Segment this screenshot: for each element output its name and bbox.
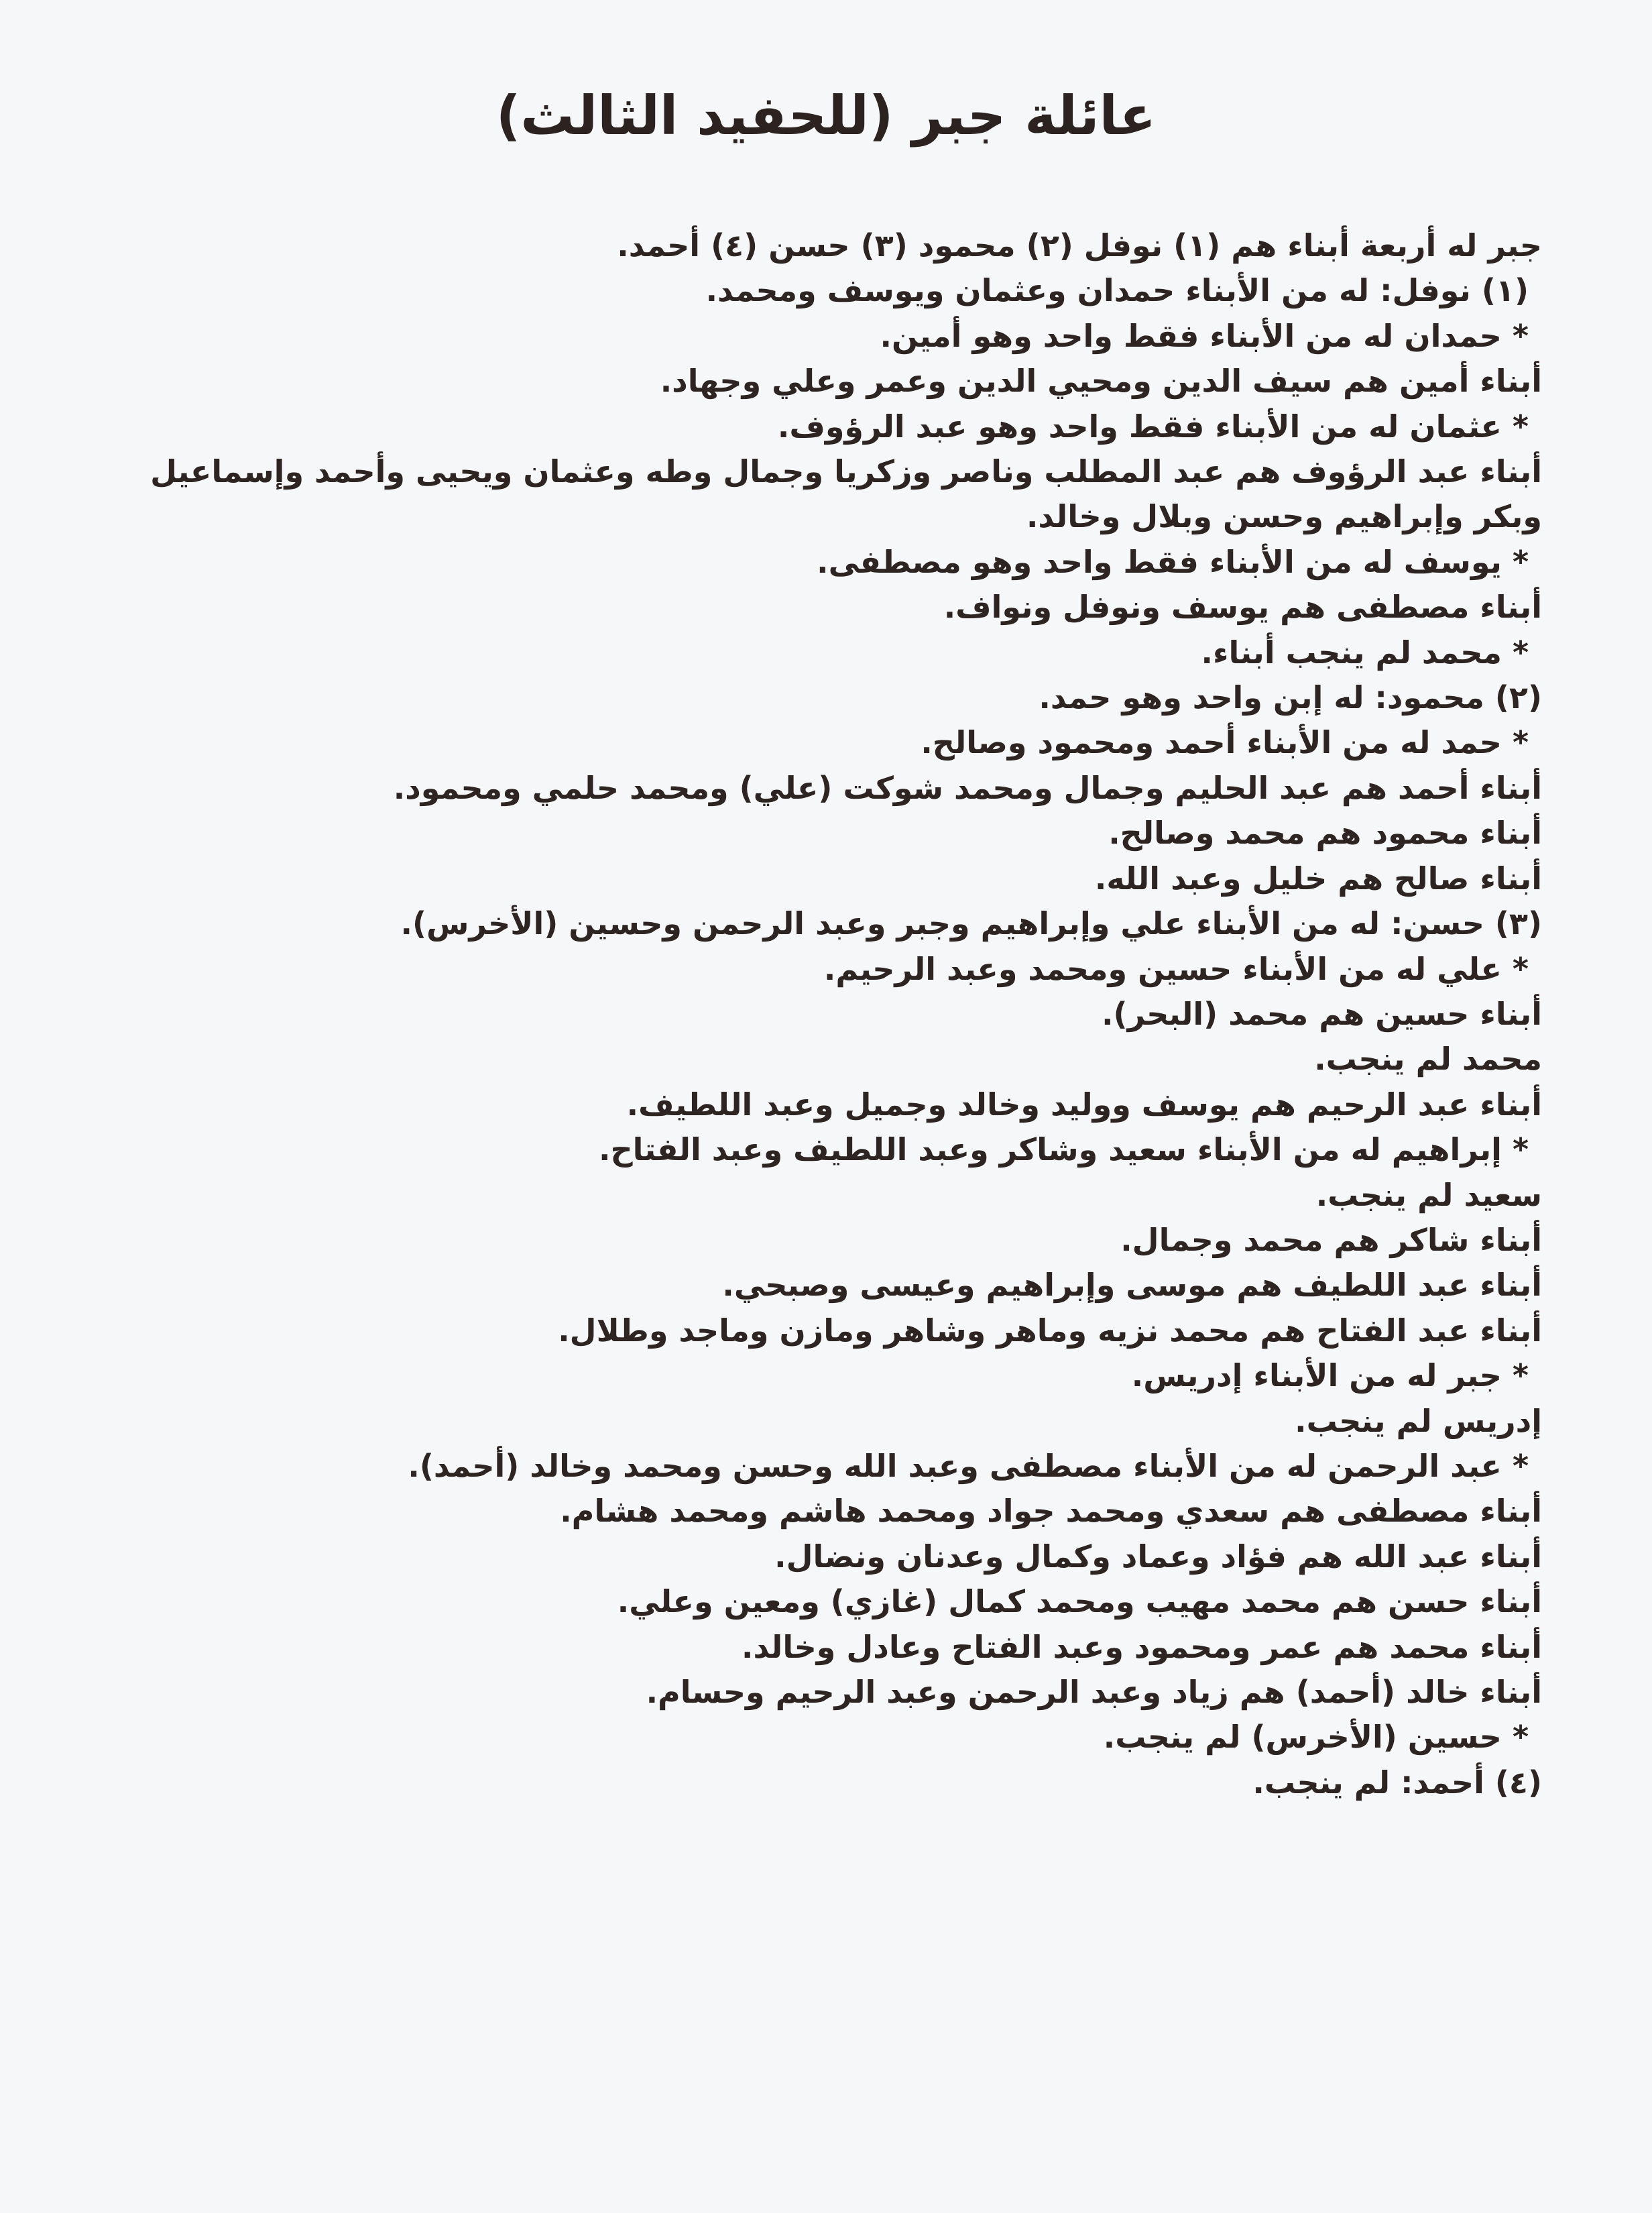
text-line: (١) نوفل: له من الأبناء حمدان وعثمان ويوسف ومحمد. — [705, 272, 1529, 309]
text-line: (٤) أحمد: لم ينجب. — [1252, 1764, 1542, 1801]
text-line: (٢) محمود: له إبن واحد وهو حمد. — [1039, 679, 1542, 716]
text-line: أبناء عبد الفتاح هم محمد نزيه وماهر وشاهر ومازن وماجد وطلال. — [558, 1312, 1542, 1349]
text-line: * حمدان له من الأبناء فقط واحد وهو أمين. — [880, 317, 1529, 354]
text-line: أبناء محمود هم محمد وصالح. — [1108, 815, 1542, 852]
text-line: * عثمان له من الأبناء فقط واحد وهو عبد الرؤوف. — [777, 408, 1529, 445]
text-line: * حمد له من الأبناء أحمد ومحمود وصالح. — [921, 724, 1529, 761]
text-line: أبناء عبد الله هم فؤاد وعماد وكمال وعدنان ونضال. — [774, 1538, 1542, 1575]
text-line: أبناء عبد الرحيم هم يوسف ووليد وخالد وجميل وعبد اللطيف. — [626, 1086, 1542, 1123]
text-line: أبناء أحمد هم عبد الحليم وجمال ومحمد شوكت (علي) ومحمد حلمي ومحمود. — [393, 769, 1542, 806]
text-line: (٣) حسن: له من الأبناء علي وإبراهيم وجبر وعبد الرحمن وحسين (الأخرس). — [400, 905, 1542, 942]
text-line: * محمد لم ينجب أبناء. — [1201, 634, 1529, 671]
text-line: أبناء حسن هم محمد مهيب ومحمد كمال (غازي) ومعين وعلي. — [617, 1583, 1542, 1620]
text-line: وبكر وإبراهيم وحسن وبلال وخالد. — [1026, 498, 1542, 535]
text-line: أبناء محمد هم عمر ومحمود وعبد الفتاح وعادل وخالد. — [742, 1628, 1542, 1665]
text-line: أبناء عبد اللطيف هم موسى وإبراهيم وعيسى وصبحي. — [722, 1267, 1542, 1304]
text-line: أبناء خالد (أحمد) هم زياد وعبد الرحمن وعبد الرحيم وحسام. — [646, 1674, 1542, 1710]
text-line: أبناء أمين هم سيف الدين ومحيي الدين وعمر وعلي وجهاد. — [660, 363, 1542, 400]
text-line: أبناء حسين هم محمد (البحر). — [1102, 995, 1542, 1032]
document-title: عائلة جبر (للحفيد الثالث) — [495, 84, 1157, 147]
text-line: * علي له من الأبناء حسين ومحمد وعبد الرحيم. — [823, 950, 1529, 987]
text-line: سعيد لم ينجب. — [1315, 1176, 1542, 1213]
text-line: أبناء صالح هم خليل وعبد الله. — [1094, 860, 1542, 897]
text-line: * إبراهيم له من الأبناء سعيد وشاكر وعبد اللطيف وعبد الفتاح. — [598, 1131, 1529, 1168]
text-line: أبناء مصطفى هم يوسف ونوفل ونواف. — [943, 589, 1542, 626]
text-line: جبر له أربعة أبناء هم (١) نوفل (٢) محمود (٣) حسن (٤) أحمد. — [617, 227, 1542, 264]
text-line: أبناء عبد الرؤوف هم عبد المطلب وناصر وزكريا وجمال وطه وعثمان ويحيى وأحمد وإسماعيل — [150, 453, 1542, 490]
text-line: إدريس لم ينجب. — [1295, 1402, 1542, 1439]
text-line: أبناء شاكر هم محمد وجمال. — [1120, 1221, 1542, 1258]
text-line: أبناء مصطفى هم سعدي ومحمد جواد ومحمد هاشم ومحمد هشام. — [560, 1493, 1542, 1530]
text-line: محمد لم ينجب. — [1314, 1041, 1542, 1078]
text-line: * يوسف له من الأبناء فقط واحد وهو مصطفى. — [817, 543, 1529, 580]
text-line: * حسين (الأخرس) لم ينجب. — [1103, 1719, 1529, 1756]
document-body — [101, 223, 1542, 1805]
text-line: * جبر له من الأبناء إدريس. — [1131, 1357, 1529, 1394]
text-line: * عبد الرحمن له من الأبناء مصطفى وعبد الله وحسن ومحمد وخالد (أحمد). — [408, 1447, 1529, 1484]
